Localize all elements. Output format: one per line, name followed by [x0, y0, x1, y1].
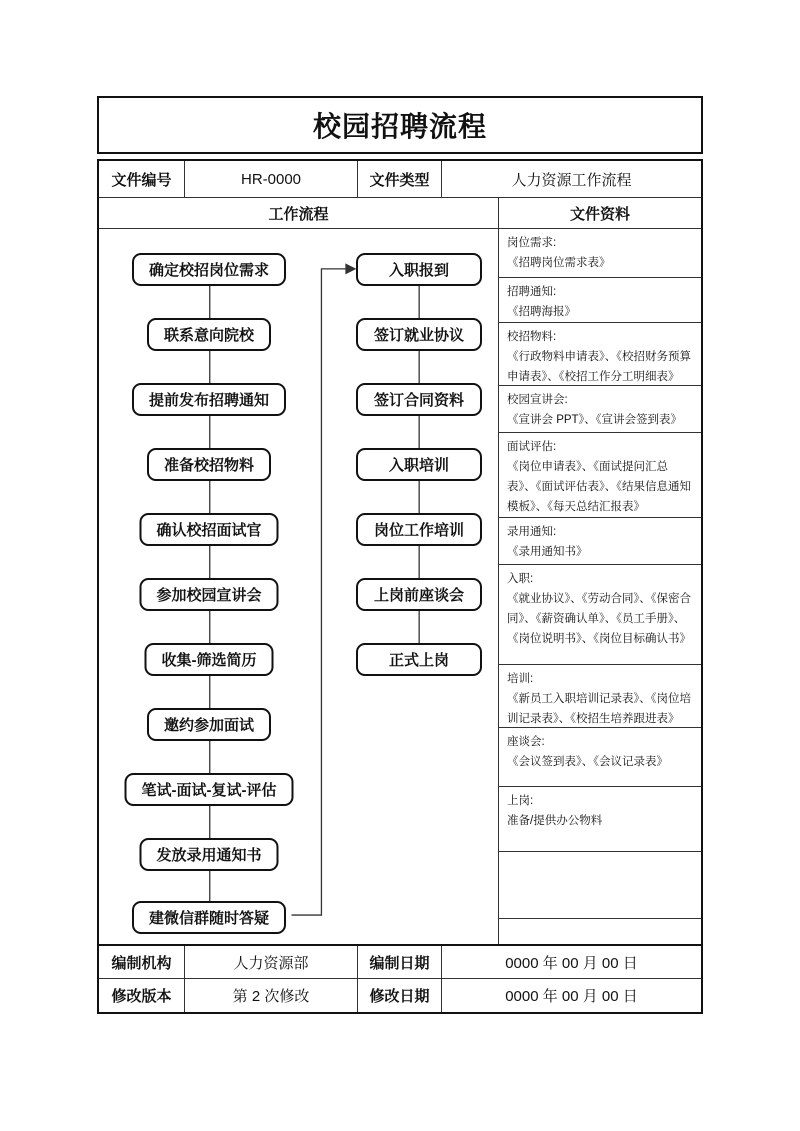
flow-step: 联系意向院校 — [147, 318, 271, 351]
footer-row — [99, 946, 701, 979]
revision-date-value: 0000 年 00 月 00 日 — [505, 988, 638, 1005]
docs-row-title: 入职: — [507, 573, 534, 586]
prepared-date-label: 编制日期 — [358, 946, 442, 978]
docs-row-items: 《会议签到表》、《会议记录表》 — [507, 755, 668, 768]
docs-row — [499, 787, 701, 852]
prepared-by-value: 人力资源部 — [185, 946, 358, 978]
doc-type-value: 人力资源工作流程 — [511, 171, 632, 189]
flow-step: 确认校招面试官 — [139, 513, 278, 546]
docs-row-items: 《招聘岗位需求表》 — [507, 257, 611, 269]
section-header-row — [99, 198, 701, 229]
flowchart-area — [99, 229, 499, 944]
docs-row-title: 上岗: — [507, 795, 534, 808]
flow-step: 上岗前座谈会 — [356, 578, 482, 611]
docs-row — [499, 386, 701, 434]
docs-row — [499, 229, 701, 278]
doc-number-label: 文件编号 — [99, 161, 185, 197]
arrowhead-icon — [345, 263, 356, 274]
docs-row — [499, 278, 701, 323]
docs-row — [499, 919, 701, 944]
docs-row — [499, 433, 701, 518]
doc-number-value: HR-0000 — [185, 161, 358, 197]
meta-row — [99, 161, 701, 198]
docs-row-items: 《就业协议》、《劳动合同》、《保密合同》、《薪资确认单》、《员工手册》、《岗位说明书》、《岗位目标确认书》 — [507, 593, 691, 646]
docs-row-items: 准备/提供办公物料 — [507, 815, 603, 828]
doc-type-label: 文件类型 — [358, 161, 442, 197]
docs-row — [499, 323, 701, 386]
flow-step: 建微信群随时答疑 — [132, 901, 286, 934]
docs-row-items: 《录用通知书》 — [507, 546, 588, 559]
docs-row-items: 《岗位申请表》、《面试提问汇总表》、《面试评估表》、《结果信息通知模板》、《每天总结汇报表》 — [507, 461, 691, 514]
flow-step: 发放录用通知书 — [139, 838, 278, 871]
process-table — [97, 159, 703, 1014]
revision-label: 修改版本 — [99, 979, 185, 1012]
flow-step: 准备校招物料 — [147, 448, 271, 481]
footer-row — [99, 979, 701, 1012]
revision-value: 第 2 次修改 — [185, 979, 358, 1012]
flow-step: 入职培训 — [356, 448, 482, 481]
flow-step: 提前发布招聘通知 — [132, 383, 286, 416]
docs-row — [499, 565, 701, 665]
flow-step: 签订合同资料 — [356, 383, 482, 416]
docs-panel — [499, 229, 701, 944]
docs-row — [499, 665, 701, 728]
flow-step: 确定校招岗位需求 — [132, 253, 286, 286]
flow-step: 收集-筛选简历 — [145, 643, 274, 676]
flow-step: 签订就业协议 — [356, 318, 482, 351]
docs-row — [499, 728, 701, 788]
flow-step: 笔试-面试-复试-评估 — [125, 773, 294, 806]
docs-row-title: 录用通知: — [507, 526, 557, 539]
docs-row-items: 《行政物料申请表》、《校招财务预算申请表》、《校招工作分工明细表》 — [507, 350, 691, 383]
document-title: 校园招聘流程 — [97, 96, 703, 154]
docs-row-title: 座谈会: — [507, 735, 545, 748]
docs-row-title: 培训: — [507, 672, 534, 685]
flow-step: 正式上岗 — [356, 643, 482, 676]
docs-row-title: 面试评估: — [507, 441, 557, 454]
body-row — [99, 229, 701, 946]
document-page — [97, 96, 703, 1014]
docs-section-header: 文件资料 — [569, 205, 630, 223]
flow-step: 入职报到 — [356, 253, 482, 286]
docs-row-title: 招聘通知: — [507, 285, 557, 298]
flow-section-header: 工作流程 — [99, 198, 499, 228]
flow-step: 参加校园宣讲会 — [139, 578, 278, 611]
revision-date-label: 修改日期 — [358, 979, 442, 1012]
docs-row-items: 《新员工入职培训记录表》、《岗位培训记录表》、《校招生培养跟进表》 — [507, 692, 691, 725]
prepared-date-value: 0000 年 00 月 00 日 — [505, 954, 638, 972]
flow-step: 岗位工作培训 — [356, 513, 482, 546]
docs-row-items: 《宣讲会 PPT》、《宣讲会签到表》 — [507, 413, 683, 426]
docs-row — [499, 852, 701, 919]
docs-row-title: 校招物料: — [507, 330, 557, 343]
prepared-by-label: 编制机构 — [99, 946, 185, 978]
flow-step: 邀约参加面试 — [147, 708, 271, 741]
docs-row — [499, 518, 701, 565]
docs-row-items: 《招聘海报》 — [507, 305, 576, 318]
docs-row-title: 岗位需求: — [507, 237, 557, 249]
docs-row-title: 校园宣讲会: — [507, 393, 568, 406]
